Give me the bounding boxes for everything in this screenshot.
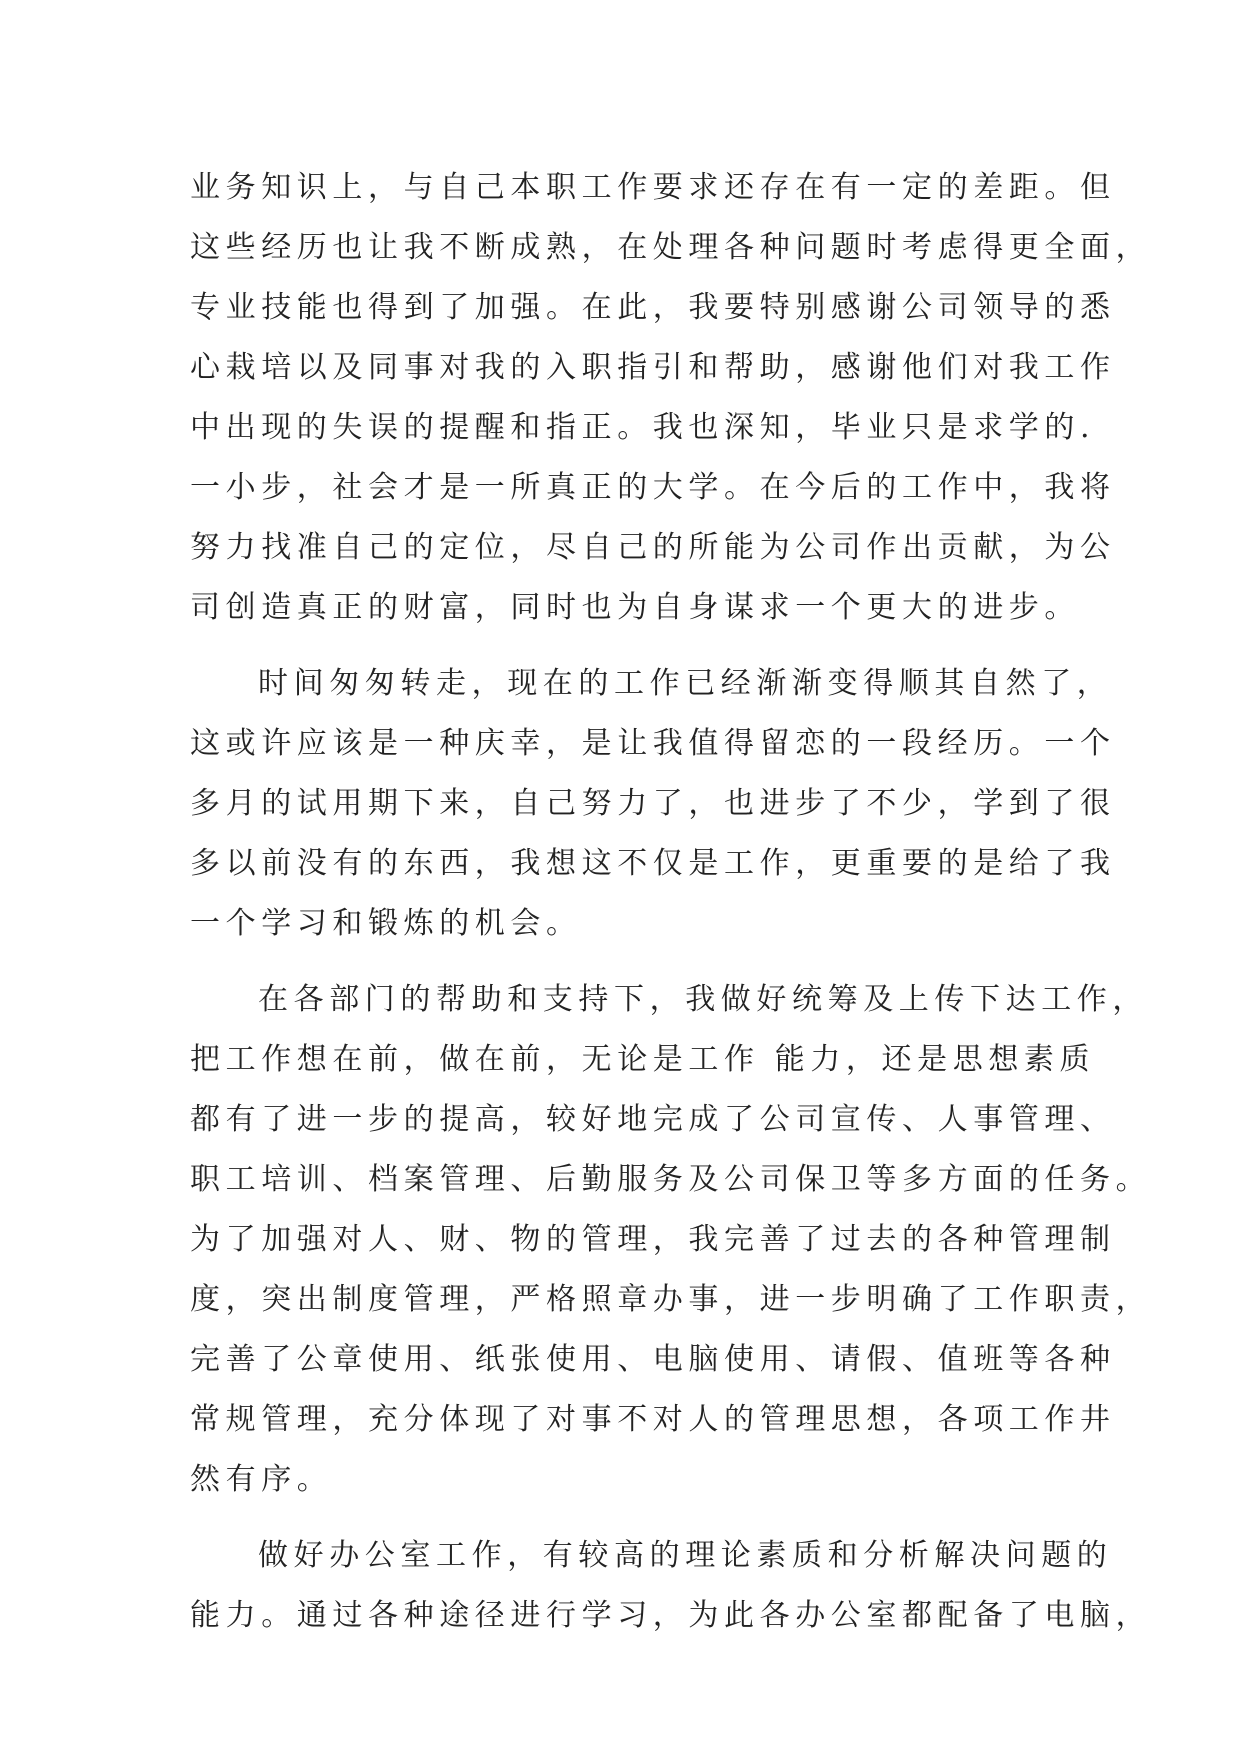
- text-line: 这些经历也让我不断成熟，在处理各种问题时考虑得更全面，: [190, 230, 1152, 265]
- text-line: 能力。通过各种途径进行学习，为此各办公室都配备了电脑，: [190, 1598, 1152, 1633]
- text-line: 一个学习和锻炼的机会。: [190, 906, 582, 941]
- text-line: 常规管理，充分体现了对事不对人的管理思想，各项工作井: [190, 1402, 1116, 1437]
- paragraph-first-line: 做好办公室工作，有较高的理论素质和分析解决问题的: [258, 1538, 1113, 1573]
- text-line: 多月的试用期下来，自己努力了，也进步了不少，学到了很: [190, 786, 1116, 821]
- text-line: 专业技能也得到了加强。在此，我要特别感谢公司领导的悉: [190, 290, 1116, 325]
- document-body: [190, 158, 1152, 1646]
- text-line: 努力找准自己的定位，尽自己的所能为公司作出贡献，为公: [190, 530, 1116, 565]
- text-line: 这或许应该是一种庆幸，是让我值得留恋的一段经历。一个: [190, 726, 1116, 761]
- text-line: 都有了进一步的提高，较好地完成了公司宣传、人事管理、: [190, 1102, 1116, 1137]
- text-line: 为了加强对人、财、物的管理，我完善了过去的各种管理制: [190, 1222, 1116, 1257]
- paragraph-gap: [190, 638, 1090, 654]
- text-line: 职工培训、档案管理、后勤服务及公司保卫等多方面的任务。: [190, 1162, 1152, 1197]
- text-line: 多以前没有的东西，我想这不仅是工作，更重要的是给了我: [190, 846, 1116, 881]
- text-line: 心栽培以及同事对我的入职指引和帮助，感谢他们对我工作: [190, 350, 1116, 385]
- text-line: 然有序。: [190, 1462, 333, 1497]
- text-line: 度，突出制度管理，严格照章办事，进一步明确了工作职责，: [190, 1282, 1152, 1317]
- text-line: 完善了公章使用、纸张使用、电脑使用、请假、值班等各种: [190, 1342, 1116, 1377]
- paragraph-first-line: 在各部门的帮助和支持下，我做好统筹及上传下达工作，: [258, 982, 1148, 1017]
- text-line: 司创造真正的财富，同时也为自身谋求一个更大的进步。: [190, 590, 1080, 625]
- paragraph-first-line: 时间匆匆转走，现在的工作已经渐渐变得顺其自然了，: [258, 666, 1113, 701]
- paragraph-gap: [190, 954, 1090, 970]
- text-line: 一小步，社会才是一所真正的大学。在今后的工作中，我将: [190, 470, 1116, 505]
- text-line: 把工作想在前，做在前，无论是工作 能力，还是思想素质: [190, 1042, 1096, 1077]
- text-line: 中出现的失误的提醒和指正。我也深知，毕业只是求学的.: [190, 410, 1096, 445]
- paragraph-gap: [190, 1510, 1090, 1526]
- text-line: 业务知识上，与自己本职工作要求还存在有一定的差距。但: [190, 170, 1116, 205]
